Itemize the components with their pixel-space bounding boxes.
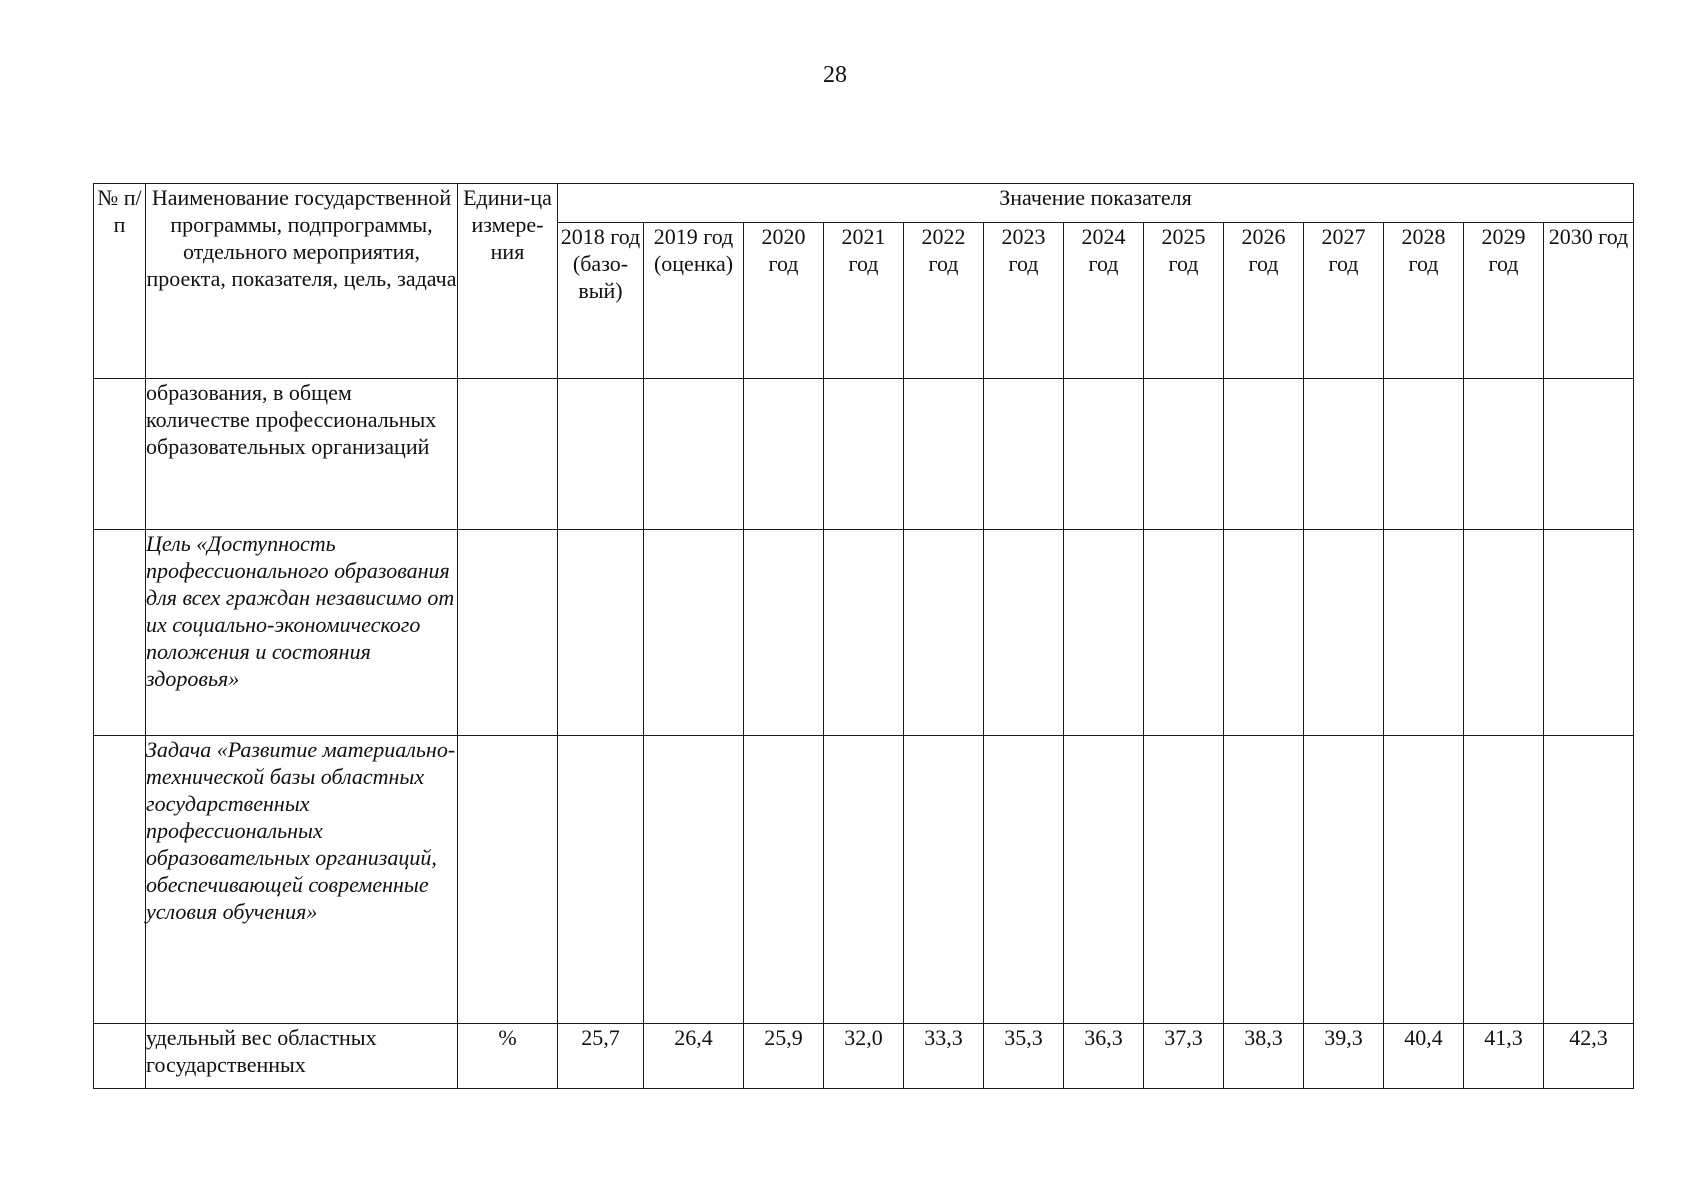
value-cell: [1064, 736, 1144, 1024]
row-unit-cell: [458, 736, 558, 1024]
row-unit-cell: [458, 530, 558, 736]
value-cell: [1544, 736, 1634, 1024]
row-num-cell: [94, 379, 146, 530]
value-cell: [1224, 379, 1304, 530]
value-cell: [824, 736, 904, 1024]
value-cell: [904, 379, 984, 530]
value-cell: [1464, 736, 1544, 1024]
page-number: 28: [823, 62, 847, 88]
value-cell: [1544, 530, 1634, 736]
header-name: Наименование государственной программы, подпрограммы, отдельного мероприятия, проекта, показателя, цель, задача: [146, 184, 458, 379]
header-year: 2027 год: [1304, 223, 1384, 379]
value-cell: [1224, 736, 1304, 1024]
value-cell: 25,7: [558, 1024, 644, 1089]
value-cell: [1464, 379, 1544, 530]
row-name-cell: Цель «Доступность профессионального образования для всех граждан независимо от их социально-экономического положения и состояния здоровья»: [146, 530, 458, 736]
value-cell: 37,3: [1144, 1024, 1224, 1089]
value-cell: [824, 379, 904, 530]
row-num-cell: [94, 1024, 146, 1089]
value-cell: [984, 736, 1064, 1024]
value-cell: [1544, 379, 1634, 530]
value-cell: 25,9: [744, 1024, 824, 1089]
header-year: 2025 год: [1144, 223, 1224, 379]
value-cell: 39,3: [1304, 1024, 1384, 1089]
value-cell: [1144, 530, 1224, 736]
value-cell: [1304, 530, 1384, 736]
header-row-top: [94, 184, 1634, 223]
indicators-table: [93, 183, 1634, 1089]
table-row: [94, 736, 1634, 1024]
header-year: 2019 год (оценка): [644, 223, 744, 379]
row-num-cell: [94, 736, 146, 1024]
value-cell: [1384, 736, 1464, 1024]
value-cell: 41,3: [1464, 1024, 1544, 1089]
value-cell: 32,0: [824, 1024, 904, 1089]
row-unit-cell: [458, 379, 558, 530]
row-name-cell: Задача «Развитие материально-технической базы областных государственных профессиональных образовательных организаций, обеспечивающей современные условия обучения»: [146, 736, 458, 1024]
value-cell: [1464, 530, 1544, 736]
header-year: 2018 год (базо-вый): [558, 223, 644, 379]
header-unit: Едини-ца измере-ния: [458, 184, 558, 379]
value-cell: [1064, 530, 1144, 736]
value-cell: [1384, 530, 1464, 736]
value-cell: [558, 530, 644, 736]
row-num-cell: [94, 530, 146, 736]
value-cell: [904, 736, 984, 1024]
header-year: 2030 год: [1544, 223, 1634, 379]
value-cell: 35,3: [984, 1024, 1064, 1089]
value-cell: [1304, 736, 1384, 1024]
header-year: 2020 год: [744, 223, 824, 379]
value-cell: [1384, 379, 1464, 530]
row-name-cell: образования, в общем количестве профессиональных образовательных организаций: [146, 379, 458, 530]
header-year: 2026 год: [1224, 223, 1304, 379]
value-cell: 40,4: [1384, 1024, 1464, 1089]
table-row: [94, 379, 1634, 530]
header-year: 2021 год: [824, 223, 904, 379]
value-cell: [644, 530, 744, 736]
value-cell: [744, 736, 824, 1024]
table-row: [94, 1024, 1634, 1089]
header-year: 2024 год: [1064, 223, 1144, 379]
header-year: 2023 год: [984, 223, 1064, 379]
value-cell: [644, 736, 744, 1024]
value-cell: [984, 379, 1064, 530]
value-cell: [1224, 530, 1304, 736]
value-cell: [824, 530, 904, 736]
row-name-cell: удельный вес областных государственных: [146, 1024, 458, 1089]
row-unit-cell: %: [458, 1024, 558, 1089]
value-cell: [558, 736, 644, 1024]
header-year: 2022 год: [904, 223, 984, 379]
value-cell: [1144, 736, 1224, 1024]
header-num: № п/п: [94, 184, 146, 379]
value-cell: 33,3: [904, 1024, 984, 1089]
value-cell: [1144, 379, 1224, 530]
header-year: 2029 год: [1464, 223, 1544, 379]
value-cell: 26,4: [644, 1024, 744, 1089]
value-cell: 42,3: [1544, 1024, 1634, 1089]
table-row: [94, 530, 1634, 736]
value-cell: 36,3: [1064, 1024, 1144, 1089]
value-cell: [744, 530, 824, 736]
header-year: 2028 год: [1384, 223, 1464, 379]
header-values-group: Значение показателя: [558, 184, 1634, 223]
value-cell: [644, 379, 744, 530]
value-cell: 38,3: [1224, 1024, 1304, 1089]
value-cell: [1304, 379, 1384, 530]
value-cell: [1064, 379, 1144, 530]
value-cell: [558, 379, 644, 530]
value-cell: [984, 530, 1064, 736]
value-cell: [904, 530, 984, 736]
value-cell: [744, 379, 824, 530]
